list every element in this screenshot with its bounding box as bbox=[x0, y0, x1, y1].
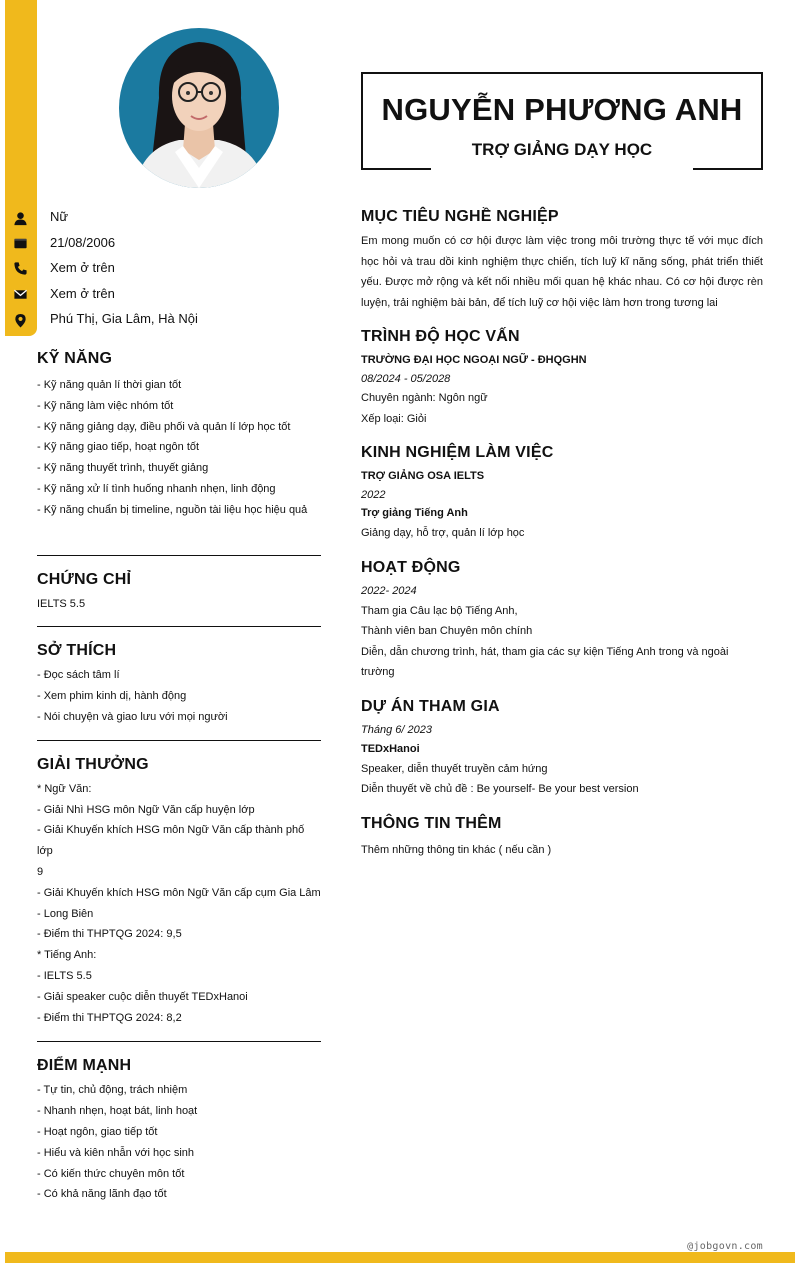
skills-list bbox=[37, 375, 321, 521]
education-period: 08/2024 - 05/2028 bbox=[361, 373, 451, 385]
project-role: Speaker, diễn thuyết truyền cảm hứng bbox=[361, 762, 548, 775]
list-item: - Kỹ năng thuyết trình, thuyết giảng bbox=[37, 462, 209, 475]
experience-title: KINH NGHIỆM LÀM VIỆC bbox=[361, 444, 554, 461]
education-major: Chuyên ngành: Ngôn ngữ bbox=[361, 392, 488, 404]
contact-phone: Xem ở trên bbox=[50, 260, 115, 276]
experience-year: 2022 bbox=[361, 489, 386, 501]
project-desc: Diễn thuyết về chủ đề : Be yourself- Be your best version bbox=[361, 783, 639, 795]
list-item: - Kỹ năng giảng dạy, điều phối và quản lí lớp học tốt bbox=[37, 420, 291, 433]
objective-text: Em mong muốn có cơ hội được làm việc trong môi trường thực tế với mục đích học hỏi và trau dồi kinh nghiệm thực chiến, tích luỹ kĩ năng sống, phát triển thiết yếu. Được mở rộng và kết nối nhiều mối quan hệ khác nhau. Có cơ hội được rèn luyện, trải nghiệm bài bản, để tích luỹ cơ hội việc làm hơn trong tương lai bbox=[361, 235, 763, 309]
strengths-title: ĐIỂM MẠNH bbox=[37, 1057, 132, 1075]
profile-photo bbox=[119, 28, 279, 188]
experience-position: Trợ giảng Tiếng Anh bbox=[361, 507, 468, 519]
experience-company: TRỢ GIẢNG OSA IELTS bbox=[361, 470, 485, 482]
activities-title: HOẠT ĐỘNG bbox=[361, 558, 461, 576]
list-item: - Hiểu và kiên nhẫn với học sinh bbox=[37, 1146, 195, 1159]
location-pin-icon bbox=[13, 313, 28, 328]
list-item: - Điểm thi THPTQG 2024: 8,2 bbox=[37, 1011, 182, 1024]
experience-desc: Giảng dạy, hỗ trợ, quản lí lớp học bbox=[361, 527, 525, 539]
sidebar-accent-bar bbox=[5, 0, 37, 336]
contact-list bbox=[50, 206, 198, 334]
list-item: - Điểm thi THPTQG 2024: 9,5 bbox=[37, 928, 182, 941]
divider bbox=[37, 626, 321, 627]
left-column bbox=[37, 348, 321, 1205]
list-item: - Kỹ năng xử lí tình huống nhanh nhẹn, linh động bbox=[37, 482, 276, 495]
activity-line: Tham gia Câu lạc bộ Tiếng Anh, bbox=[361, 604, 518, 617]
phone-icon bbox=[13, 261, 28, 276]
email-icon bbox=[13, 287, 28, 302]
activity-line: Diễn, dẫn chương trình, hát, tham gia các sự kiện Tiếng Anh trong và ngoài trường bbox=[361, 645, 729, 678]
strengths-list bbox=[37, 1080, 321, 1205]
extra-text: Thêm những thông tin khác ( nếu cần ) bbox=[361, 843, 552, 856]
list-item: - Giải Khuyến khích HSG môn Ngữ Văn cấp cụm Gia Lâm bbox=[37, 886, 321, 899]
list-item: - Xem phim kinh dị, hành động bbox=[37, 690, 187, 703]
full-name: NGUYỄN PHƯƠNG ANH bbox=[381, 92, 743, 127]
watermark: @jobgovn.com bbox=[687, 1241, 763, 1252]
contact-address: Phú Thị, Gia Lâm, Hà Nội bbox=[50, 311, 198, 327]
awards-list bbox=[37, 779, 321, 1029]
list-item: * Tiếng Anh: bbox=[37, 949, 97, 962]
list-item: - Long Biên bbox=[37, 907, 94, 920]
list-item: - Nhanh nhẹn, hoạt bát, linh hoạt bbox=[37, 1105, 198, 1118]
list-item: - Kỹ năng làm việc nhóm tốt bbox=[37, 399, 174, 412]
contact-gender: Nữ bbox=[50, 209, 69, 224]
awards-title: GIẢI THƯỞNG bbox=[37, 755, 149, 773]
list-item: 9 bbox=[37, 865, 44, 878]
skills-title: KỸ NĂNG bbox=[37, 350, 113, 367]
list-item: - Kỹ năng quản lí thời gian tốt bbox=[37, 379, 182, 391]
contact-email: Xem ở trên bbox=[50, 285, 115, 301]
contact-birthday: 21/08/2006 bbox=[50, 234, 116, 250]
list-item: - IELTS 5.5 bbox=[37, 969, 92, 982]
footer-accent-bar bbox=[5, 1252, 795, 1263]
extra-title: THÔNG TIN THÊM bbox=[361, 814, 502, 832]
list-item: - Tự tin, chủ động, trách nhiệm bbox=[37, 1084, 188, 1097]
divider bbox=[37, 1041, 321, 1042]
divider bbox=[37, 740, 321, 741]
job-role: TRỢ GIẢNG DẠY HỌC bbox=[471, 140, 653, 159]
list-item: - Hoạt ngôn, giao tiếp tốt bbox=[37, 1125, 158, 1138]
education-rank: Xếp loại: Giỏi bbox=[361, 412, 427, 425]
list-item: - Nói chuyện và giao lưu với mọi người bbox=[37, 710, 228, 723]
list-item: - Kỹ năng giao tiếp, hoạt ngôn tốt bbox=[37, 441, 200, 454]
divider bbox=[37, 555, 321, 556]
list-item: - Đọc sách tâm lí bbox=[37, 669, 120, 682]
list-item: - Giải Khuyến khích HSG môn Ngữ Văn cấp thành phố lớp bbox=[37, 824, 305, 858]
objective-title: MỤC TIÊU NGHỀ NGHIỆP bbox=[361, 208, 559, 225]
list-item: - Có kiến thức chuyên môn tốt bbox=[37, 1167, 185, 1180]
education-title: TRÌNH ĐỘ HỌC VẤN bbox=[361, 328, 520, 345]
user-icon bbox=[13, 211, 28, 226]
hobbies-list bbox=[37, 665, 321, 727]
right-column bbox=[361, 205, 763, 860]
project-date: Tháng 6/ 2023 bbox=[361, 723, 432, 736]
list-item: - Giải Nhì HSG môn Ngữ Văn cấp huyện lớp bbox=[37, 803, 255, 816]
certs-title: CHỨNG CHỈ bbox=[37, 570, 132, 588]
list-item: * Ngữ Văn: bbox=[37, 782, 92, 795]
hobbies-title: SỞ THÍCH bbox=[37, 642, 117, 660]
list-item: - Kỹ năng chuẩn bị timeline, nguồn tài liệu học hiệu quả bbox=[37, 503, 308, 516]
list-item: IELTS 5.5 bbox=[37, 597, 86, 610]
activity-line: Thành viên ban Chuyên môn chính bbox=[361, 625, 533, 637]
name-header-box bbox=[361, 72, 763, 170]
education-school: TRƯỜNG ĐẠI HỌC NGOẠI NGỮ - ĐHQGHN bbox=[361, 354, 587, 366]
activities-period: 2022- 2024 bbox=[361, 584, 417, 597]
calendar-icon bbox=[13, 236, 28, 251]
project-name: TEDxHanoi bbox=[361, 742, 420, 755]
list-item: - Giải speaker cuộc diễn thuyết TEDxHanoi bbox=[37, 990, 248, 1003]
projects-title: DỰ ÁN THAM GIA bbox=[361, 697, 500, 715]
list-item: - Có khả năng lãnh đạo tốt bbox=[37, 1188, 167, 1201]
